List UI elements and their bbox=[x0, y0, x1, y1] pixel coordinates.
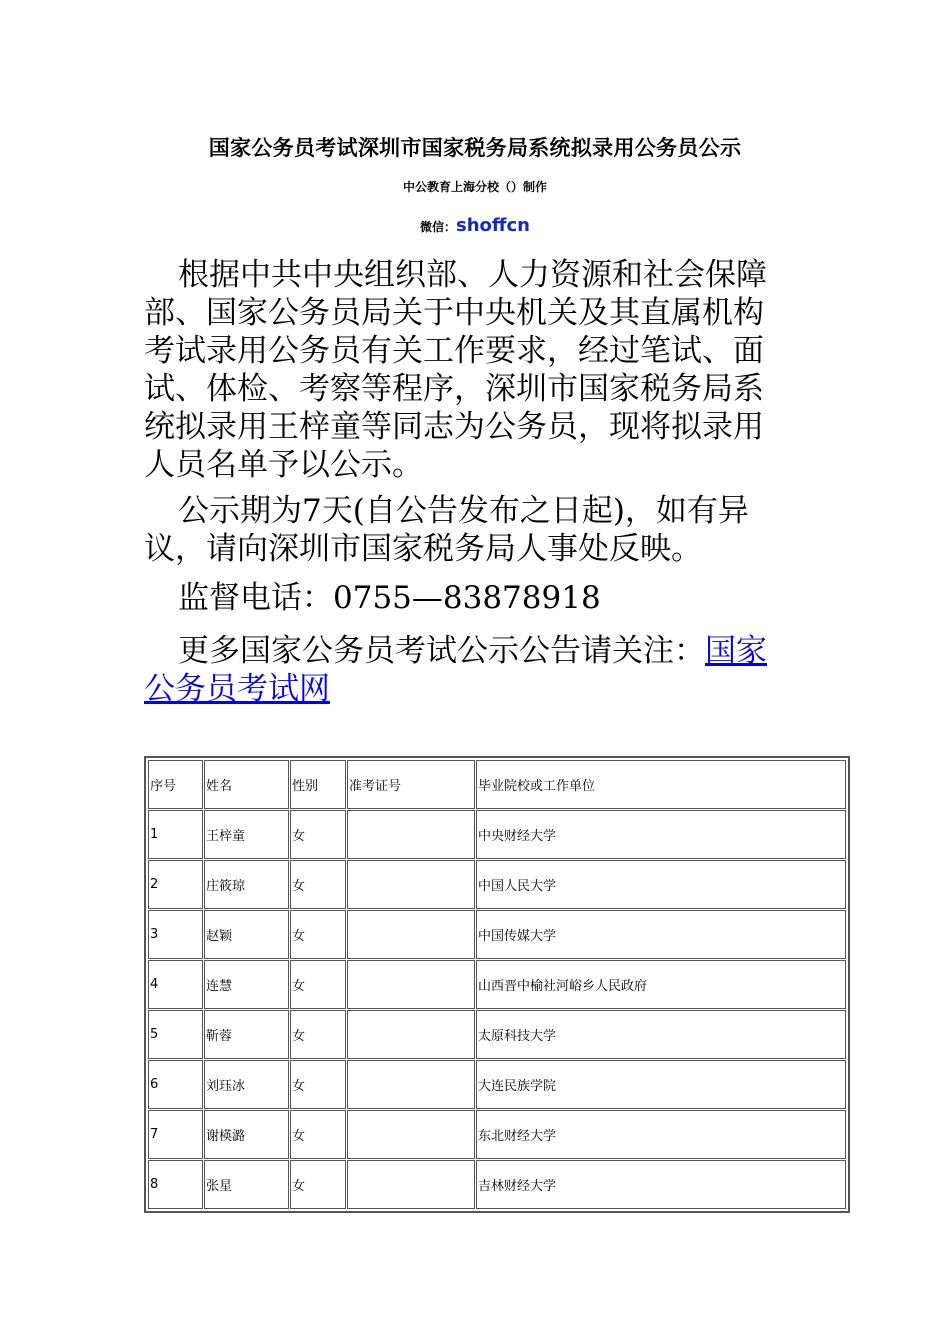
cell-school: 中央财经大学 bbox=[476, 810, 846, 859]
cell-school: 大连民族学院 bbox=[476, 1060, 846, 1109]
cell-gender: 女 bbox=[290, 960, 346, 1009]
cell-exam-number bbox=[347, 910, 475, 959]
cell-name: 靳蓉 bbox=[204, 1010, 289, 1059]
cell-school: 吉林财经大学 bbox=[476, 1160, 846, 1209]
cell-exam-number bbox=[347, 1110, 475, 1159]
table-row bbox=[148, 1160, 846, 1209]
cell-index: 2 bbox=[148, 860, 203, 909]
table-row bbox=[148, 1010, 846, 1059]
cell-name: 张星 bbox=[204, 1160, 289, 1209]
wechat-label: 微信： bbox=[420, 220, 457, 234]
header-name: 姓名 bbox=[204, 760, 289, 809]
cell-index: 6 bbox=[148, 1060, 203, 1109]
cell-name: 赵颖 bbox=[204, 910, 289, 959]
cell-gender: 女 bbox=[290, 1110, 346, 1159]
table-header-row bbox=[148, 760, 846, 809]
cell-index: 5 bbox=[148, 1010, 203, 1059]
cell-index: 8 bbox=[148, 1160, 203, 1209]
header-school: 毕业院校或工作单位 bbox=[476, 760, 846, 809]
table-row bbox=[148, 1110, 846, 1159]
candidates-table bbox=[144, 756, 850, 1213]
cell-exam-number bbox=[347, 860, 475, 909]
cell-school: 中国人民大学 bbox=[476, 860, 846, 909]
table-row bbox=[148, 860, 846, 909]
header-index: 序号 bbox=[148, 760, 203, 809]
cell-index: 4 bbox=[148, 960, 203, 1009]
table-row bbox=[148, 810, 846, 859]
cell-index: 7 bbox=[148, 1110, 203, 1159]
cell-exam-number bbox=[347, 1010, 475, 1059]
cell-index: 3 bbox=[148, 910, 203, 959]
paragraph-more-info bbox=[144, 632, 788, 708]
table-row bbox=[148, 910, 846, 959]
cell-name: 庄筱琼 bbox=[204, 860, 289, 909]
cell-school: 山西晋中榆社河峪乡人民政府 bbox=[476, 960, 846, 1009]
cell-gender: 女 bbox=[290, 810, 346, 859]
cell-gender: 女 bbox=[290, 1060, 346, 1109]
cell-name: 刘珏冰 bbox=[204, 1060, 289, 1109]
cell-exam-number bbox=[347, 810, 475, 859]
cell-name: 王梓童 bbox=[204, 810, 289, 859]
header-gender: 性别 bbox=[290, 760, 346, 809]
document-subtitle: 中公教育上海分校（）制作 bbox=[402, 180, 547, 194]
cell-school: 太原科技大学 bbox=[476, 1010, 846, 1059]
cell-name: 谢楧潞 bbox=[204, 1110, 289, 1159]
cell-gender: 女 bbox=[290, 860, 346, 909]
paragraph-period: 公示期为7天(自公告发布之日起)，如有异议，请向深圳市国家税务局人事处反映。 bbox=[144, 493, 749, 567]
cell-gender: 女 bbox=[290, 1160, 346, 1209]
cell-school: 中国传媒大学 bbox=[476, 910, 846, 959]
header-exam-number: 准考证号 bbox=[347, 760, 475, 809]
cell-name: 连慧 bbox=[204, 960, 289, 1009]
cell-index: 1 bbox=[148, 810, 203, 859]
paragraph-phone: 监督电话：0755—83878918 bbox=[178, 580, 601, 616]
cell-school: 东北财经大学 bbox=[476, 1110, 846, 1159]
cell-exam-number bbox=[347, 1060, 475, 1109]
table-row bbox=[148, 960, 846, 1009]
table-row bbox=[148, 1060, 846, 1109]
more-info-text: 更多国家公务员考试公示公告请关注： bbox=[178, 633, 705, 669]
paragraph-announcement: 根据中共中央组织部、人力资源和社会保障部、国家公务员局关于中央机关及其直属机构考试录用公务员有关工作要求，经过笔试、面试、体检、考察等程序，深圳市国家税务局系统拟录用王梓童等同志为公务员，现将拟录用人员名单予以公示。 bbox=[144, 257, 767, 483]
wechat-line bbox=[0, 214, 950, 239]
document-title: 国家公务员考试深圳市国家税务局系统拟录用公务员公示 bbox=[208, 136, 742, 160]
exam-site-link[interactable]: 国家公务员考试网 bbox=[144, 633, 767, 707]
wechat-id: shoffcn bbox=[456, 215, 530, 236]
cell-gender: 女 bbox=[290, 910, 346, 959]
cell-exam-number bbox=[347, 1160, 475, 1209]
cell-exam-number bbox=[347, 960, 475, 1009]
cell-gender: 女 bbox=[290, 1010, 346, 1059]
